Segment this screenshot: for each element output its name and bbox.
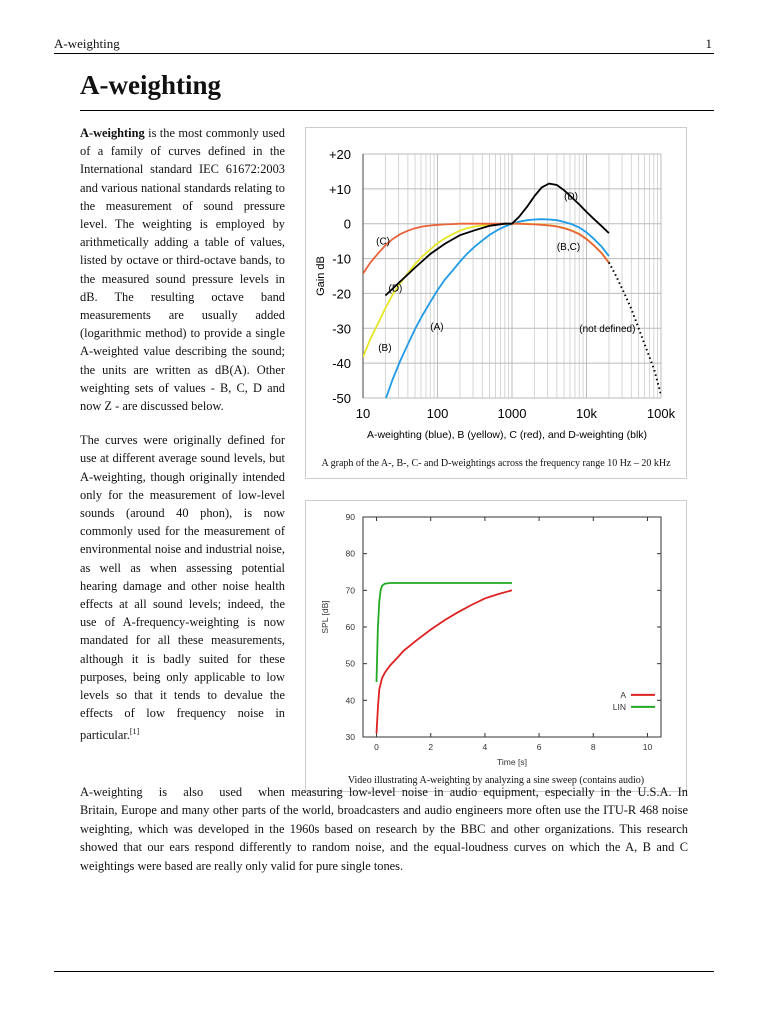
reference-link[interactable]: [1]: [129, 726, 140, 736]
running-header-title: A-weighting: [54, 36, 120, 51]
article-title: A-weighting: [80, 70, 221, 100]
legend-label: A: [620, 689, 626, 700]
spl-chart[interactable]: [306, 501, 686, 771]
x-tick-label: 10: [642, 742, 653, 752]
y-tick-label: +10: [328, 181, 351, 197]
y-tick-label: -40: [332, 356, 351, 372]
y-tick-label: +20: [328, 147, 351, 162]
x-tick-label: 2: [428, 742, 434, 752]
weighting-figure: [305, 127, 687, 479]
curve-label: (D): [564, 191, 578, 203]
video-figure: [305, 500, 687, 792]
curve-label: (B,C): [556, 241, 581, 253]
intro-bold-term: A-weighting: [80, 126, 145, 140]
y-tick-label: 30: [345, 732, 355, 742]
x-tick-label: 100k: [646, 406, 676, 421]
footer-rule: [54, 971, 714, 972]
weighting-chart: [306, 128, 686, 453]
intro-paragraph: [80, 124, 285, 415]
series-A-line: [377, 590, 513, 733]
second-paragraph-text: The curves were originally defined for use at different average sound levels, but A-weighting, though originally intended only for the measurement of low-level sounds (around 40 phon), is now commonly used for the measurement of environmental noise and industrial noise, as well as when assessing potential hearing damage and other noise health effects at all sound levels; indeed, the use of A-frequency-weighting is now mandated for all these measurements, although it is badly suited for these purposes, being only applicable to low levels so that it tends to devalue the effects of low frequency noise in particular.: [80, 433, 285, 742]
video-figure-caption: Video illustrating A-weighting by analyzing a sine sweep (contains audio): [347, 775, 645, 786]
weighting-figure-caption: A graph of the A-, B-, C- and D-weightings across the frequency range 10 Hz – 20 kHz: [321, 458, 671, 469]
y-tick-label: 0: [343, 216, 351, 232]
y-tick-label: 70: [345, 585, 355, 596]
page-number: 1: [705, 36, 712, 51]
x-axis-label: Time [s]: [497, 757, 527, 767]
series-LIN-line: [377, 583, 513, 682]
legend-label: LIN: [612, 701, 626, 712]
y-tick-label: 60: [345, 622, 355, 632]
x-tick-label: 100: [426, 406, 449, 421]
y-tick-label: 90: [345, 512, 355, 522]
y-tick-label: 40: [345, 695, 355, 706]
title-rule: [80, 110, 714, 111]
header-rule: [54, 53, 714, 54]
x-tick-label: 10: [355, 406, 371, 421]
third-paragraph-text: measuring low-level noise in audio equipment, especially in the U.S.A. In Britain, Europe and many other parts of the world, broadcasters and audio engineers more often use the ITU-R 468 noise weighting, which was developed in the 1960s based on research by the BBC and other organizations. This research showed that our ears respond differently to random noise, and the equal-loudness curves on which the A, B and C weightings were based are really only valid for pure single tones.: [80, 785, 688, 873]
curve-label: (B): [378, 342, 392, 354]
y-tick-label: -30: [332, 321, 351, 337]
curve-label: (A): [430, 322, 444, 334]
curve-label: (not defined): [579, 323, 636, 335]
y-axis-label: SPL [dB]: [320, 600, 330, 634]
x-tick-label: 6: [536, 742, 542, 752]
x-tick-label: 1000: [497, 406, 527, 421]
y-tick-label: -20: [332, 286, 351, 302]
y-axis-label: Gain dB: [315, 256, 327, 296]
x-tick-label: 4: [482, 742, 488, 752]
y-tick-label: -50: [332, 391, 351, 406]
x-axis-label: A-weighting (blue), B (yellow), C (red), and D-weighting (blk): [366, 429, 648, 441]
y-tick-label: 80: [345, 548, 355, 559]
left-column: [80, 124, 285, 760]
y-tick-label: 50: [345, 658, 355, 669]
intro-text: is the most commonly used of a family of curves defined in the International standard IEC 61672:2003 and various national standards relating to the measurement of sound pressure level. The weighting is employed by arithmetically adding a table of values, listed by octave or third-octave bands, to the measured sound pressure levels in dB. The resulting octave band measurements are usually added (logarithmic method) to provide a single A-weighted value describing the sound; the units are written as dB(A). Other weighting sets of values - B, C, D and now Z - are discussed below.: [80, 126, 285, 414]
x-tick-label: 10k: [576, 406, 597, 421]
second-paragraph: [80, 431, 285, 744]
x-tick-label: 0: [374, 742, 379, 752]
x-tick-label: 8: [590, 742, 596, 752]
third-paragraph-lead: A-weighting is also used when: [80, 785, 285, 799]
y-tick-label: -10: [332, 251, 351, 267]
curve-label: (D): [388, 283, 403, 295]
curve-label: (C): [376, 236, 391, 248]
third-paragraph: [80, 783, 688, 875]
